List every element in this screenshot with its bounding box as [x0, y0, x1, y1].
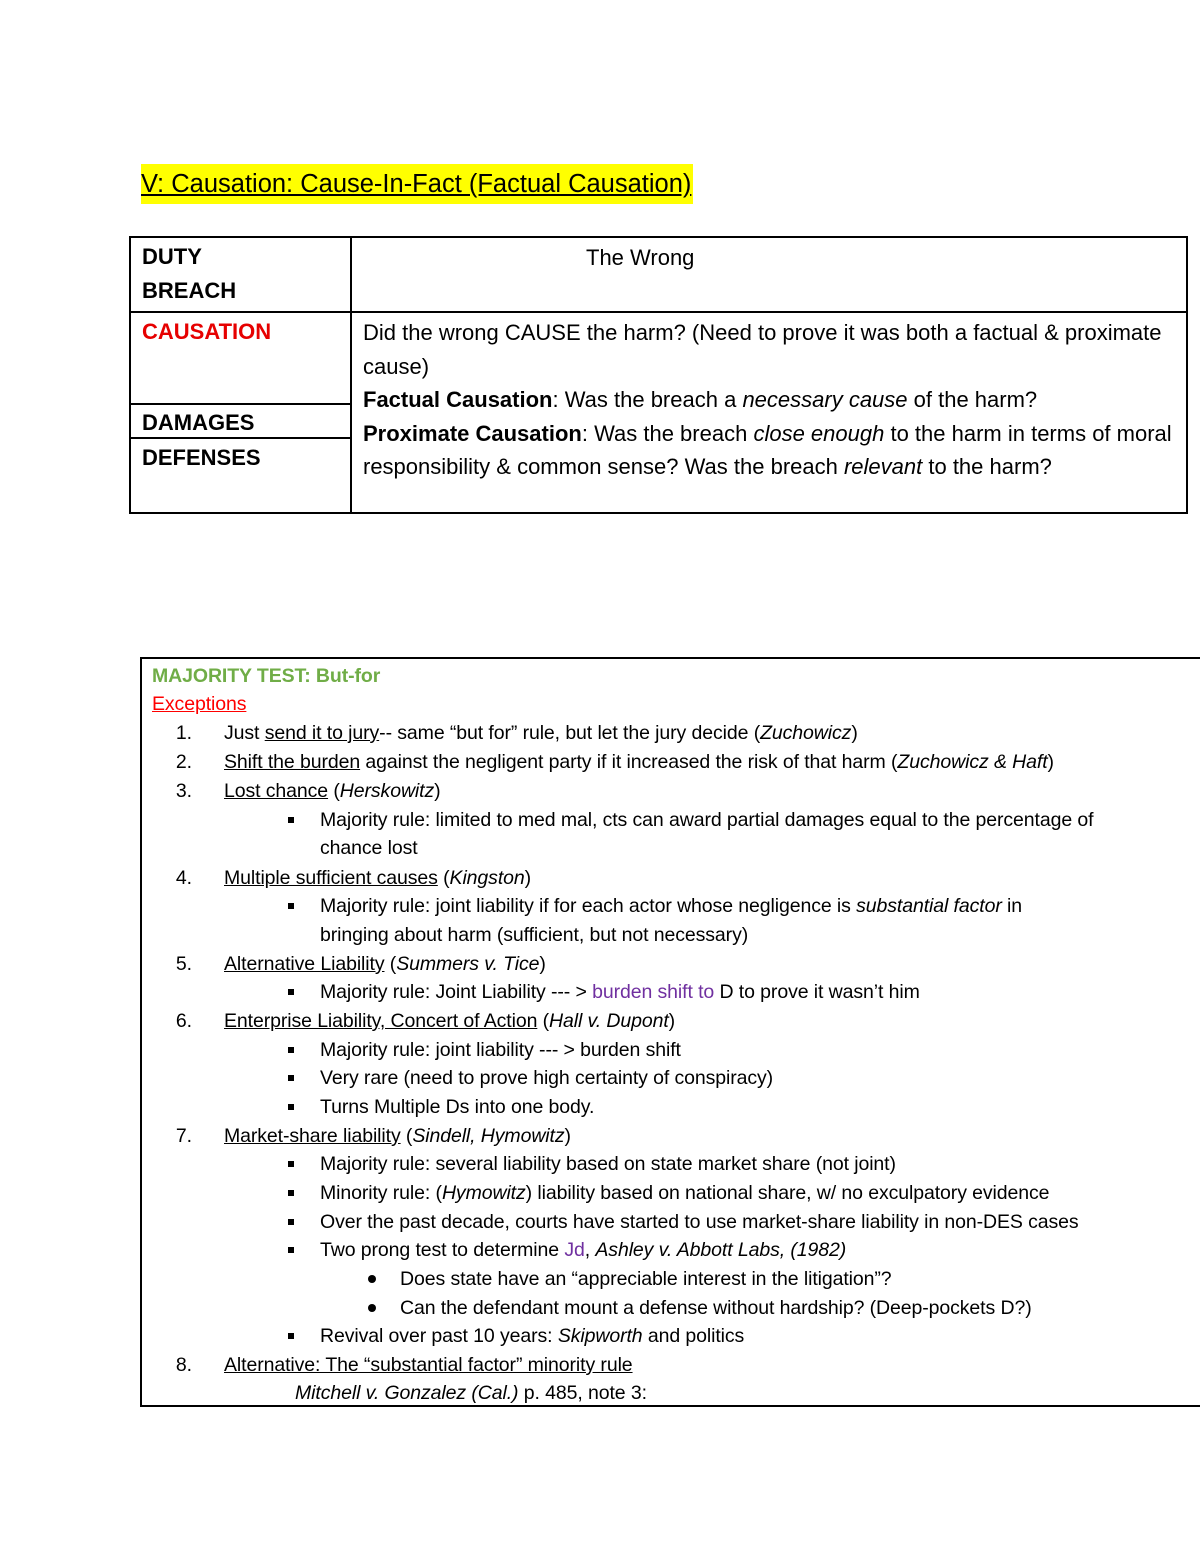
topic: Multiple sufficient causes — [224, 867, 438, 889]
square-bullet-icon — [288, 1075, 294, 1081]
sub-text — [320, 1322, 744, 1350]
text: Revival over past 10 years: — [320, 1325, 558, 1347]
emphasis: relevant — [843, 454, 923, 480]
item-number: 1. — [175, 722, 192, 744]
item-number: 7. — [175, 1125, 192, 1147]
text: ( — [400, 1125, 413, 1147]
text: ) liability based on national share, w/ no exculpatory evidence — [525, 1182, 1050, 1204]
emphasis: Hymowitz — [441, 1182, 526, 1204]
emphasis: necessary cause — [742, 387, 908, 413]
text: Majority rule: Joint Liability --- > — [320, 981, 593, 1003]
text: ) — [1047, 751, 1054, 773]
text: : Was the breach — [581, 420, 754, 446]
text: ) — [851, 722, 858, 744]
text: against the negligent party if it increased the risk of that harm ( — [360, 751, 898, 773]
text: to the harm? — [922, 454, 1052, 480]
topic: Market-share liability — [224, 1125, 401, 1147]
sub-text: Turns Multiple Ds into one body. — [320, 1096, 595, 1118]
item-number: 3. — [175, 780, 192, 802]
item-text — [224, 748, 1054, 776]
text: ) — [668, 1010, 676, 1032]
square-bullet-icon — [288, 903, 294, 909]
text: Minority rule: ( — [320, 1182, 442, 1204]
text: and politics — [642, 1325, 745, 1347]
header-the-wrong: The Wrong — [586, 245, 695, 270]
topic: Lost chance — [224, 780, 329, 802]
table-divider — [131, 403, 350, 405]
emphasis: close enough — [753, 420, 885, 446]
case-name: Summers v. Tice — [396, 953, 540, 975]
square-bullet-icon — [288, 1219, 294, 1225]
term: Proximate Causation — [363, 420, 582, 446]
majority-test-heading: MAJORITY TEST: But-for — [152, 665, 381, 687]
page-title: V: Causation: Cause-In-Fact (Factual Causation) — [141, 164, 693, 204]
text: ( — [328, 780, 340, 802]
text: ) — [539, 953, 546, 975]
elements-table — [129, 236, 1188, 514]
item-number: 5. — [175, 953, 192, 975]
square-bullet-icon — [288, 1190, 294, 1196]
case-name: Zuchowicz — [760, 722, 852, 744]
text: ) — [524, 867, 532, 889]
item-number: 8. — [175, 1354, 192, 1376]
causation-question: Did the wrong CAUSE the harm? (Need to prove it was both a factual & proximate cause) — [363, 320, 1162, 379]
item-text — [224, 864, 531, 892]
sub-text — [320, 1236, 846, 1264]
square-bullet-icon — [288, 1161, 294, 1167]
item-number: 2. — [175, 751, 192, 773]
text: Two prong test to determine — [320, 1239, 565, 1261]
text: Just — [224, 722, 265, 744]
table-divider — [350, 238, 352, 512]
outline-box — [140, 657, 1200, 1407]
citation-line — [295, 1379, 647, 1407]
text: ) — [434, 780, 441, 802]
text: p. 485, note 3: — [518, 1382, 647, 1404]
text: ( — [537, 1010, 550, 1032]
text: of the harm? — [907, 387, 1038, 413]
highlight: Jd — [564, 1239, 585, 1261]
text: in — [1001, 895, 1023, 917]
topic: Alternative Liability — [224, 953, 385, 975]
text: -- same “but for” rule, but let the jury decide ( — [379, 722, 761, 744]
bullet-text: Does state have an “appreciable interest in the litigation”? — [400, 1268, 892, 1290]
sub-text: Very rare (need to prove high certainty of conspiracy) — [320, 1067, 774, 1089]
text: ) — [564, 1125, 571, 1147]
topic: Alternative: The “substantial factor” minority rule — [224, 1354, 633, 1376]
label-defenses: DEFENSES — [142, 445, 261, 470]
item-number: 6. — [175, 1010, 192, 1032]
text: : Was the breach a — [552, 387, 743, 413]
sub-text: Majority rule: limited to med mal, cts can award partial damages equal to the percentage of — [320, 809, 1094, 831]
sub-text — [320, 892, 1022, 920]
item-text — [224, 1007, 675, 1035]
text: Majority rule: joint liability if for each actor whose negligence is — [320, 895, 857, 917]
sub-text: Over the past decade, courts have started to use market-share liability in non-DES cases — [320, 1211, 1079, 1233]
topic: Shift the burden — [224, 751, 361, 773]
term: Factual Causation — [363, 387, 553, 413]
round-bullet-icon — [368, 1275, 376, 1283]
text: D to prove it wasn’t him — [714, 981, 920, 1003]
item-text — [224, 950, 546, 978]
square-bullet-icon — [288, 817, 294, 823]
emphasis: substantial factor — [856, 895, 1002, 917]
sub-text — [320, 1179, 1049, 1207]
label-damages: DAMAGES — [142, 410, 255, 435]
square-bullet-icon — [288, 1104, 294, 1110]
exceptions-heading: Exceptions — [152, 693, 247, 715]
sub-item-continued: bringing about harm (sufficient, but not necessary) — [320, 924, 749, 946]
text: to the harm in terms of moral responsibility & common sense? Was the breach — [363, 420, 1172, 480]
round-bullet-icon — [368, 1304, 376, 1312]
text: , — [584, 1239, 596, 1261]
item-number: 4. — [175, 867, 192, 889]
label-causation: CAUSATION — [142, 319, 272, 344]
label-breach: BREACH — [142, 278, 237, 303]
bullet-text: Can the defendant mount a defense without hardship? (Deep-pockets D?) — [400, 1297, 1032, 1319]
sub-text: Majority rule: several liability based on state market share (not joint) — [320, 1153, 896, 1175]
square-bullet-icon — [288, 1047, 294, 1053]
label-duty: DUTY — [142, 244, 202, 269]
item-text — [224, 1122, 571, 1150]
case-name: Herskowitz — [339, 780, 435, 802]
case-name: Skipworth — [557, 1325, 643, 1347]
case-name: Ashley v. Abbott Labs, (1982) — [595, 1239, 847, 1261]
square-bullet-icon — [288, 989, 294, 995]
item-text — [224, 1351, 633, 1379]
sub-text: Majority rule: joint liability --- > burden shift — [320, 1039, 681, 1061]
square-bullet-icon — [288, 1333, 294, 1339]
item-text — [224, 777, 441, 805]
causation-description — [363, 316, 1183, 484]
text: ( — [384, 953, 397, 975]
highlight: burden shift to — [592, 981, 715, 1003]
case-name: Sindell, Hymowitz — [412, 1125, 565, 1147]
proximate-causation — [363, 417, 1183, 484]
case-name: Hall v. Dupont — [549, 1010, 669, 1032]
case-name: Mitchell v. Gonzalez (Cal.) — [295, 1382, 519, 1404]
sub-text — [320, 978, 920, 1006]
item-text — [224, 719, 858, 747]
table-divider — [131, 311, 1186, 313]
sub-item-continued: chance lost — [320, 837, 418, 859]
text: ( — [437, 867, 450, 889]
topic: Enterprise Liability, Concert of Action — [224, 1010, 538, 1032]
factual-causation — [363, 383, 1183, 417]
square-bullet-icon — [288, 1247, 294, 1253]
topic: send it to jury — [264, 722, 380, 744]
case-name: Kingston — [449, 867, 525, 889]
case-name: Zuchowicz & Haft — [897, 751, 1048, 773]
